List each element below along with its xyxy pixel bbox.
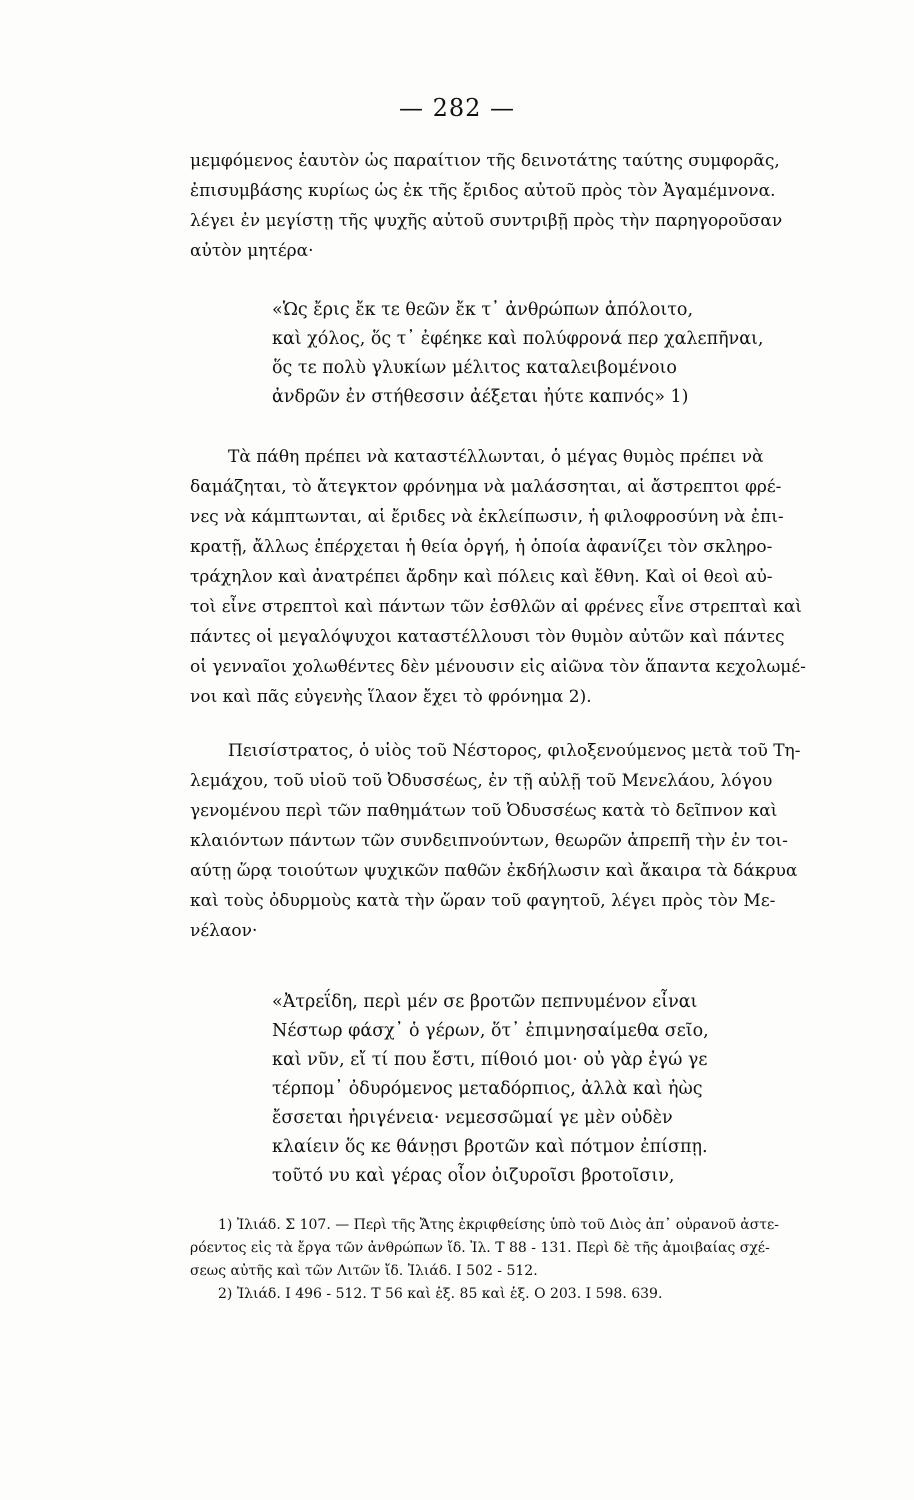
text-line: καὶ τοὺς ὀδυρμοὺς κατὰ τὴν ὥραν τοῦ φαγητοῦ, λέγει πρὸς τὸν Με- bbox=[190, 891, 776, 911]
footnotes bbox=[190, 1214, 878, 1306]
text-line: λεμάχου, τοῦ υἱοῦ τοῦ Ὀδυσσέως, ἐν τῇ αὐλῇ τοῦ Μενελάου, λόγου bbox=[190, 771, 773, 791]
text-line: δαμάζηται, τὸ ἄτεγκτον φρόνημα νὰ μαλάσσηται, αἱ ἄστρεπτοι φρέ- bbox=[190, 477, 782, 497]
verse-line: ἔσσεται ἠριγένεια· νεμεσσῶμαί γε μὲν οὐδὲν bbox=[272, 1108, 673, 1128]
text-line: Πεισίστρατος, ὁ υἱὸς τοῦ Νέστορος, φιλοξενούμενος μετὰ τοῦ Τη- bbox=[228, 741, 801, 761]
text-line: νοι καὶ πᾶς εὐγενὴς ἵλαον ἔχει τὸ φρόνημα 2). bbox=[190, 687, 592, 707]
page-number: — 282 — bbox=[398, 94, 516, 122]
text-line: αὐτὸν μητέρα· bbox=[190, 241, 314, 261]
paragraph-1 bbox=[190, 146, 864, 266]
text-line: αύτῃ ὥρᾳ τοιούτων ψυχικῶν παθῶν ἐκδήλωσιν καὶ ἄκαιρα τὰ δάκρυα bbox=[190, 861, 798, 881]
verse-line: τέρπομ᾽ ὀδυρόμενος μεταδόρπιος, ἀλλὰ καὶ ἠὼς bbox=[272, 1079, 703, 1099]
verse-line: ἀνδρῶν ἐν στήθεσσιν ἀέξεται ἠύτε καπνός» 1) bbox=[272, 387, 689, 407]
text-line: νέλαον· bbox=[190, 921, 258, 941]
verse-quotation-1 bbox=[272, 296, 872, 412]
text-line: ἐπισυμβάσης κυρίως ὡς ἐκ τῆς ἔριδος αὐτοῦ πρὸς τὸν Ἀγαμέμνονα. bbox=[190, 181, 776, 201]
verse-line: ὅς τε πολὺ γλυκίων μέλιτος καταλειβομένοιο bbox=[272, 358, 677, 378]
text-line: νες νὰ κάμπτωνται, αἱ ἔριδες νὰ ἐκλείπωσιν, ἡ φιλοφροσύνη νὰ ἐπι- bbox=[190, 507, 784, 527]
footnote-1-line: ρόεντος εἰς τὰ ἔργα τῶν ἀνθρώπων ἴδ. Ἰλ. Τ 88 - 131. Περὶ δὲ τῆς ἀμοιβαίας σχέ- bbox=[190, 1240, 770, 1256]
footnote-1-line: 1) Ἰλιάδ. Σ 107. — Περὶ τῆς Ἄτης ἐκριφθείσης ὑπὸ τοῦ Διὸς ἀπ᾽ οὐρανοῦ ἀστε- bbox=[218, 1217, 780, 1233]
text-line: οἱ γενναῖοι χολωθέντες δὲν μένουσιν εἰς αἰῶνα τὸν ἅπαντα κεχολωμέ- bbox=[190, 657, 806, 677]
text-line: κρατῇ, ἄλλως ἐπέρχεται ἡ θεία ὀργή, ἡ ὁποία ἀφανίζει τὸν σκληρο- bbox=[190, 537, 773, 557]
verse-quotation-2 bbox=[272, 988, 872, 1191]
verse-line: Νέστωρ φάσχ᾽ ὁ γέρων, ὅτ᾽ ἐπιμνησαίμεθα σεῖο, bbox=[272, 1021, 709, 1041]
verse-line: «Ἀτρεΐδη, περὶ μέν σε βροτῶν πεπνυμένον εἶναι bbox=[272, 992, 698, 1012]
text-line: τράχηλον καὶ ἀνατρέπει ἄρδην καὶ πόλεις καὶ ἔθνη. Καὶ οἱ θεοὶ αὐ- bbox=[190, 567, 773, 587]
text-line: μεμφόμενος ἑαυτὸν ὡς παραίτιον τῆς δεινοτάτης ταύτης συμφορᾶς, bbox=[190, 151, 780, 171]
paragraph-2 bbox=[190, 442, 864, 712]
text-line: γενομένου περὶ τῶν παθημάτων τοῦ Ὀδυσσέως κατὰ τὸ δεῖπνον καὶ bbox=[190, 801, 778, 821]
text-line: Τὰ πάθη πρέπει νὰ καταστέλλωνται, ὁ μέγας θυμὸς πρέπει νὰ bbox=[228, 447, 764, 467]
verse-line: «Ὡς ἔρις ἔκ τε θεῶν ἔκ τ᾽ ἀνθρώπων ἀπόλοιτο, bbox=[272, 300, 694, 320]
text-line: λέγει ἐν μεγίστῃ τῆς ψυχῆς αὐτοῦ συντριβῇ πρὸς τὴν παρηγοροῦσαν bbox=[190, 211, 783, 231]
text-line: πάντες οἱ μεγαλόψυχοι καταστέλλουσι τὸν θυμὸν αὐτῶν καὶ πάντες bbox=[190, 627, 785, 647]
text-line: κλαιόντων πάντων τῶν συνδειπνούντων, θεωρῶν ἀπρεπῆ τὴν ἐν τοι- bbox=[190, 831, 788, 851]
verse-line: καὶ νῦν, εἴ τί που ἔστι, πίθοιό μοι· οὐ γὰρ ἐγώ γε bbox=[272, 1050, 708, 1070]
footnote-1-line: σεως αὐτῆς καὶ τῶν Λιτῶν ἴδ. Ἰλιάδ. Ι 502 - 512. bbox=[190, 1263, 538, 1279]
verse-line: καὶ χόλος, ὅς τ᾽ ἐφέηκε καὶ πολύφρονά περ χαλεπῆναι, bbox=[272, 329, 764, 349]
text-line: τοὶ εἶνε στρεπτοὶ καὶ πάντων τῶν ἐσθλῶν αἱ φρένες εἶνε στρεπταὶ καὶ bbox=[190, 597, 802, 617]
verse-line: τοῦτό νυ καὶ γέρας οἶον ὀιζυροῖσι βροτοῖσιν, bbox=[272, 1166, 675, 1186]
paragraph-3 bbox=[190, 736, 864, 946]
verse-line: κλαίειν ὅς κε θάνῃσι βροτῶν καὶ πότμον ἐπίσπῃ. bbox=[272, 1137, 708, 1157]
footnote-2-line: 2) Ἰλιάδ. Ι 496 - 512. Τ 56 καὶ ἑξ. 85 καὶ ἑξ. Ο 203. Ι 598. 639. bbox=[218, 1286, 663, 1302]
